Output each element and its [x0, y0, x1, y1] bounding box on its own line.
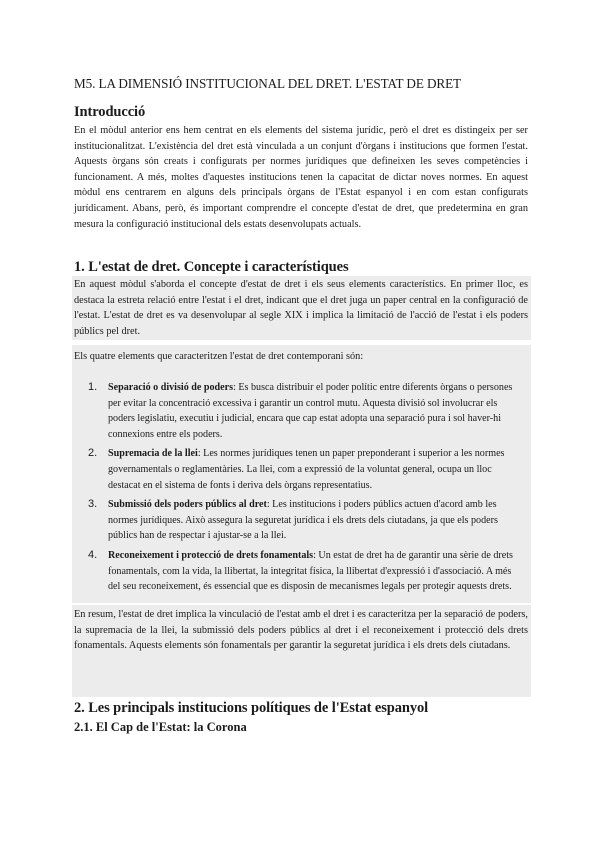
list-number: 1.	[88, 381, 98, 393]
subsection-heading: 2.1. El Cap de l'Estat: la Corona	[74, 720, 247, 734]
list-text: : Un estat de dret ha de garantir una sèrie de drets fonamentals, com la vida, la llibertat, la integritat física, la llibertat d'expressió i d'associació. A més del seu reconeixement, és essencial que es disposin de mecanismes legals per protegir aquests drets.	[108, 549, 513, 593]
list-text: : Es busca distribuir el poder polític entre diferents òrgans o persones per evitar la concentració excessiva i garantir un control mutu. Aquesta divisió sol involucrar els poders legislatiu, executiu i judicial, encara que cap estat adopta una separació pura i sol haver-hi connexions entre els poders.	[108, 382, 513, 440]
list-text: : Les institucions i poders públics actuen d'acord amb les normes jurídiques. Això assegura la seguretat jurídica i els drets dels ciutadans, ja que els poders públics han de respectar i ajustar-se a la llei.	[108, 499, 498, 542]
list-term: Reconeixement i protecció de drets fonamentals	[108, 549, 314, 561]
elements-list	[74, 380, 526, 599]
list-number: 2.	[88, 447, 98, 460]
list-term: Submissió dels poders públics al dret	[108, 499, 267, 511]
elements-intro: Els quatre elements que caracteritzen l'estat de dret contemporani són:	[74, 351, 364, 362]
summary-paragraph: En resum, l'estat de dret implica la vinculació de l'estat amb el dret i es caracteritza per la separació de poders, la supremacia de la llei, la submissió dels poders públics al dret i el reconeixement i protecció dels drets fonamentals. Aquests elements són fonamentals per garantir la seguretat jurídica i els drets dels ciutadans.	[74, 609, 528, 652]
section1-paragraph: En aquest mòdul s'aborda el concepte d'estat de dret i els seus elements característics. En primer lloc, es destaca la estreta relació entre l'estat i el dret, indicant que el dret juga un paper central en la configuració de l'estat. L'estat de dret es va desenvolupar al segle XIX i implica la limitació de l'acció de l'estat i els poders públics pel dret.	[74, 279, 528, 337]
list-item	[74, 446, 526, 493]
section1-heading: 1. L'estat de dret. Concepte i característiques	[74, 259, 349, 275]
list-item	[74, 497, 526, 544]
list-term: Separació o divisió de poders	[108, 382, 234, 393]
intro-paragraph: En el mòdul anterior ens hem centrat en els elements del sistema jurídic, però el dret es distingeix per ser institucionalitzat. L'existència del dret està vinculada a un conjunt d'òrgans i institucions que formen l'estat. Aquests òrgans són creats i configurats per normes jurídiques que defineixen les seves competències i funcionament. A més, moltes d'aquestes institucions tenen la capacitat de dictar noves normes. En aquest mòdul ens centrarem en alguns dels principals òrgans de l'Estat espanyol i en com estan configurats jurídicament. Abans, però, és important comprendre el concepte d'estat de dret, que predetermina en gran mesura la configuració institucional dels estats desenvolupats actuals.	[74, 125, 528, 230]
section2-heading: 2. Les principals institucions polítiques de l'Estat espanyol	[74, 700, 429, 716]
list-item	[74, 380, 526, 442]
list-item	[74, 548, 526, 595]
list-number: 3.	[88, 498, 98, 511]
list-text: : Les normes jurídiques tenen un paper preponderant i superior a les normes governamentals o reglamentàries. La llei, com a expressió de la voluntat general, ocupa un lloc destacat en el sistema de fonts i deriva dels òrgans representatius.	[108, 448, 505, 491]
intro-heading: Introducció	[74, 104, 146, 120]
document-title: M5. LA DIMENSIÓ INSTITUCIONAL DEL DRET. L'ESTAT DE DRET	[74, 76, 462, 91]
list-number: 4.	[88, 548, 98, 561]
list-term: Supremacia de la llei	[108, 448, 198, 460]
